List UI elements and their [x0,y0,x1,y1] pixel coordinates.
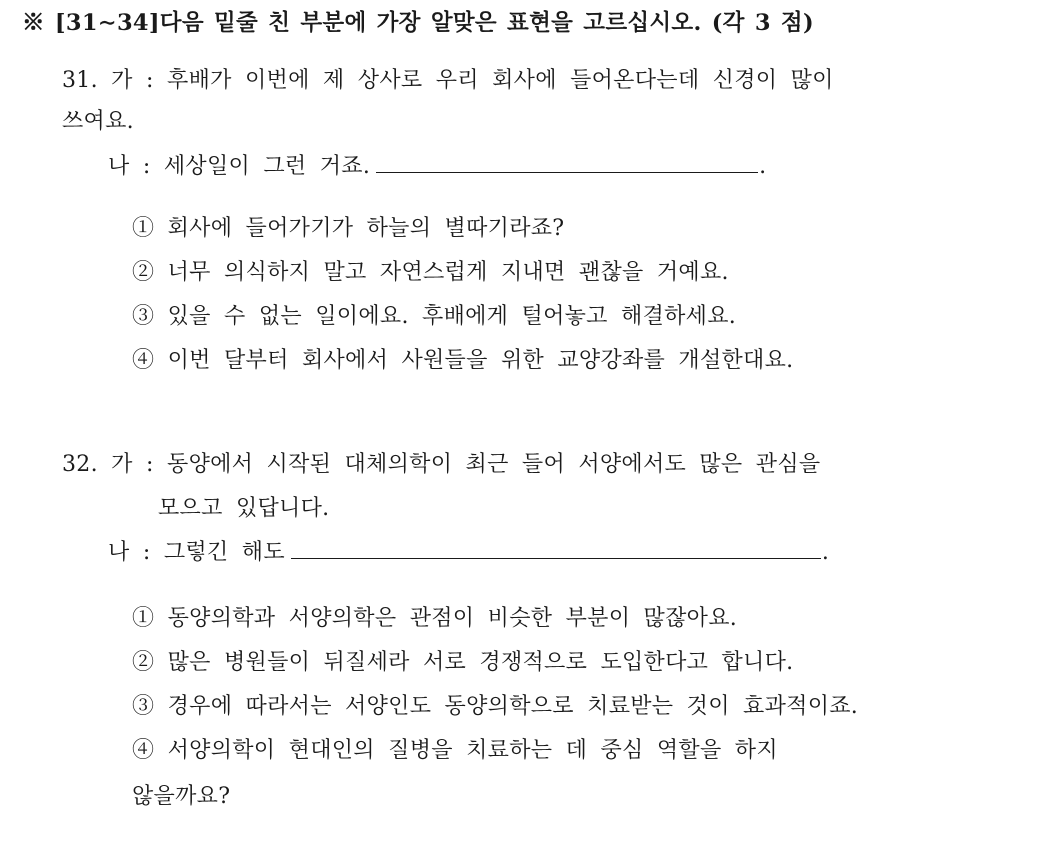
instruction-heading: ※ [31∼34]다음 밑줄 친 부분에 가장 알맞은 표현을 고르십시오. (각 3 점) [22,10,814,36]
q32-option-3[interactable]: ③ 경우에 따라서는 서양인도 동양의학으로 치료받는 것이 효과적이죠. [132,694,859,719]
q31-option-3[interactable]: ③ 있을 수 없는 일이에요. 후배에게 털어놓고 해결하세요. [132,304,737,329]
q31-speaker-b-line [108,152,766,182]
q32-speaker-a-line1: 32. 가 : 동양에서 시작된 대체의학이 최근 들어 서양에서도 많은 관심을 [62,452,821,477]
q32-answer-blank [291,538,821,559]
q31-option-4[interactable]: ④ 이번 달부터 회사에서 사원들을 위한 교양강좌를 개설한대요. [132,348,794,373]
q32-option-4[interactable]: ④ 서양의학이 현대인의 질병을 치료하는 데 중심 역할을 하지 [132,738,778,763]
q32-blank-period: . [821,540,830,565]
q32-option-2[interactable]: ② 많은 병원들이 뒤질세라 서로 경쟁적으로 도입한다고 합니다. [132,650,794,675]
q32-speaker-b-line [108,538,829,568]
q31-speaker-a-line1: 31. 가 : 후배가 이번에 제 상사로 우리 회사에 들어온다는데 신경이 많이 [62,68,834,93]
q32-speaker-a-line2: 모으고 있답니다. [158,496,330,521]
q31-blank-period: . [759,154,767,179]
q31-option-2[interactable]: ② 너무 의식하지 말고 자연스럽게 지내면 괜찮을 거예요. [132,260,729,285]
q31-speaker-b-text: 나 : 세상일이 그런 거죠. [108,154,371,179]
q32-speaker-b-text: 나 : 그렇긴 해도 [108,540,285,565]
q31-option-1[interactable]: ① 회사에 들어가기가 하늘의 별따기라죠? [132,216,565,241]
q32-option-1[interactable]: ① 동양의학과 서양의학은 관점이 비슷한 부분이 많잖아요. [132,606,738,631]
q32-option-4-continuation: 않을까요? [132,784,231,809]
q31-answer-blank [376,152,758,173]
q31-speaker-a-line2: 쓰여요. [62,109,134,134]
